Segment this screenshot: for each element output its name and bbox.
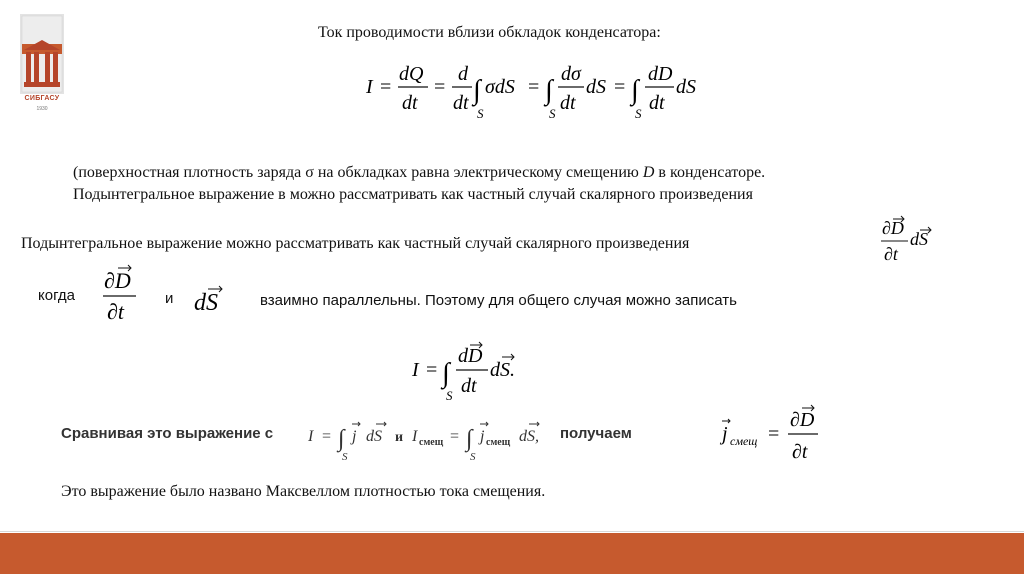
svg-text:dS: dS xyxy=(366,428,382,445)
svg-text:∂t: ∂t xyxy=(792,441,808,463)
svg-text:S: S xyxy=(477,106,484,121)
svg-text:=: = xyxy=(768,423,780,445)
svg-text:∂D: ∂D xyxy=(882,218,904,238)
svg-text:=: = xyxy=(322,428,332,445)
svg-text:=: = xyxy=(450,428,460,445)
footer-bar xyxy=(0,533,1024,574)
slide-title: Ток проводимости вблизи обкладок конденсатора: xyxy=(318,24,661,41)
svg-text:S: S xyxy=(470,451,476,463)
svg-text:dS: dS xyxy=(910,229,928,249)
svg-text:=: = xyxy=(528,76,540,98)
svg-text:S: S xyxy=(446,388,453,403)
logo-text: СИБГАСУ xyxy=(24,95,60,102)
svg-text:dS: dS xyxy=(676,76,696,98)
paragraph-comparing: Сравнивая это выражение с xyxy=(61,425,274,442)
svg-text:dS.: dS. xyxy=(490,359,515,381)
svg-text:d: d xyxy=(458,63,468,85)
svg-text:dσ: dσ xyxy=(561,63,581,85)
svg-text:dt: dt xyxy=(560,92,576,114)
svg-text:∫: ∫ xyxy=(442,358,450,389)
svg-text:смещ: смещ xyxy=(419,437,444,448)
eq1-dQ: dQ xyxy=(399,63,424,85)
svg-text:=: = xyxy=(380,76,392,98)
equation-displacement-current-density xyxy=(716,402,836,468)
eq1-I: I xyxy=(366,76,373,98)
svg-text:j: j xyxy=(722,423,728,445)
svg-text:∫: ∫ xyxy=(338,426,345,452)
svg-text:S: S xyxy=(342,451,348,463)
svg-text:S: S xyxy=(635,106,642,121)
equation-ds-vector xyxy=(192,278,232,318)
footer-divider xyxy=(0,531,1024,532)
svg-text:∂D: ∂D xyxy=(790,409,815,431)
svg-text:S: S xyxy=(549,106,556,121)
svg-text:dS: dS xyxy=(586,76,606,98)
paragraph-maxwell: Это выражение было названо Максвеллом плотностью тока смещения. xyxy=(61,483,546,500)
label-poluchaem: получаем xyxy=(560,425,632,442)
svg-text:dD: dD xyxy=(458,345,483,367)
svg-text:I: I xyxy=(412,428,418,445)
svg-text:∂t: ∂t xyxy=(884,244,898,264)
svg-text:dS: dS xyxy=(194,290,218,316)
svg-text:=: = xyxy=(614,76,626,98)
svg-text:j: j xyxy=(352,428,357,445)
equation-partial-ds xyxy=(872,214,942,266)
svg-text:dt: dt xyxy=(453,92,469,114)
equation-general-case xyxy=(406,340,546,406)
svg-text:смещ: смещ xyxy=(486,437,511,448)
svg-text:j: j xyxy=(480,428,485,445)
paragraph-integrand-2: Подынтегральное выражение можно рассматривать как частный случай скалярного произведения xyxy=(21,235,690,252)
equation-partial-d-dt xyxy=(98,262,146,326)
svg-text:∫: ∫ xyxy=(631,75,639,106)
svg-text:I: I xyxy=(412,359,419,381)
svg-text:∂D: ∂D xyxy=(104,268,131,293)
svg-text:dS,: dS, xyxy=(519,428,539,445)
label-kogda: когда xyxy=(38,287,75,304)
svg-text:=: = xyxy=(426,359,438,381)
logo-year: 1930 xyxy=(36,106,48,112)
svg-text:∫: ∫ xyxy=(466,426,473,452)
svg-text:∂t: ∂t xyxy=(107,299,124,324)
svg-text:dt: dt xyxy=(402,92,418,114)
svg-text:σdS: σdS xyxy=(485,76,515,98)
equation-current-conduction xyxy=(360,58,720,124)
svg-text:dD: dD xyxy=(648,63,673,85)
equation-comparison xyxy=(302,414,562,464)
svg-text:∫: ∫ xyxy=(545,75,553,106)
paragraph-integrand-1: Подынтегральное выражение в можно рассматривать как частный случай скалярного произведения xyxy=(73,186,753,203)
svg-text:dt: dt xyxy=(649,92,665,114)
label-i: и xyxy=(165,290,174,307)
svg-text:dt: dt xyxy=(461,375,477,397)
svg-text:=: = xyxy=(434,76,446,98)
paragraph-surface-density: (поверхностная плотность заряда σ на обкладках равна электрическому смещению D в конденсаторе. xyxy=(73,164,766,181)
svg-text:∫: ∫ xyxy=(473,75,481,106)
paragraph-parallel: взаимно параллельны. Поэтому для общего случая можно записать xyxy=(260,292,737,309)
svg-text:смещ: смещ xyxy=(730,434,758,448)
svg-text:I: I xyxy=(308,428,314,445)
svg-text:и: и xyxy=(395,430,404,445)
